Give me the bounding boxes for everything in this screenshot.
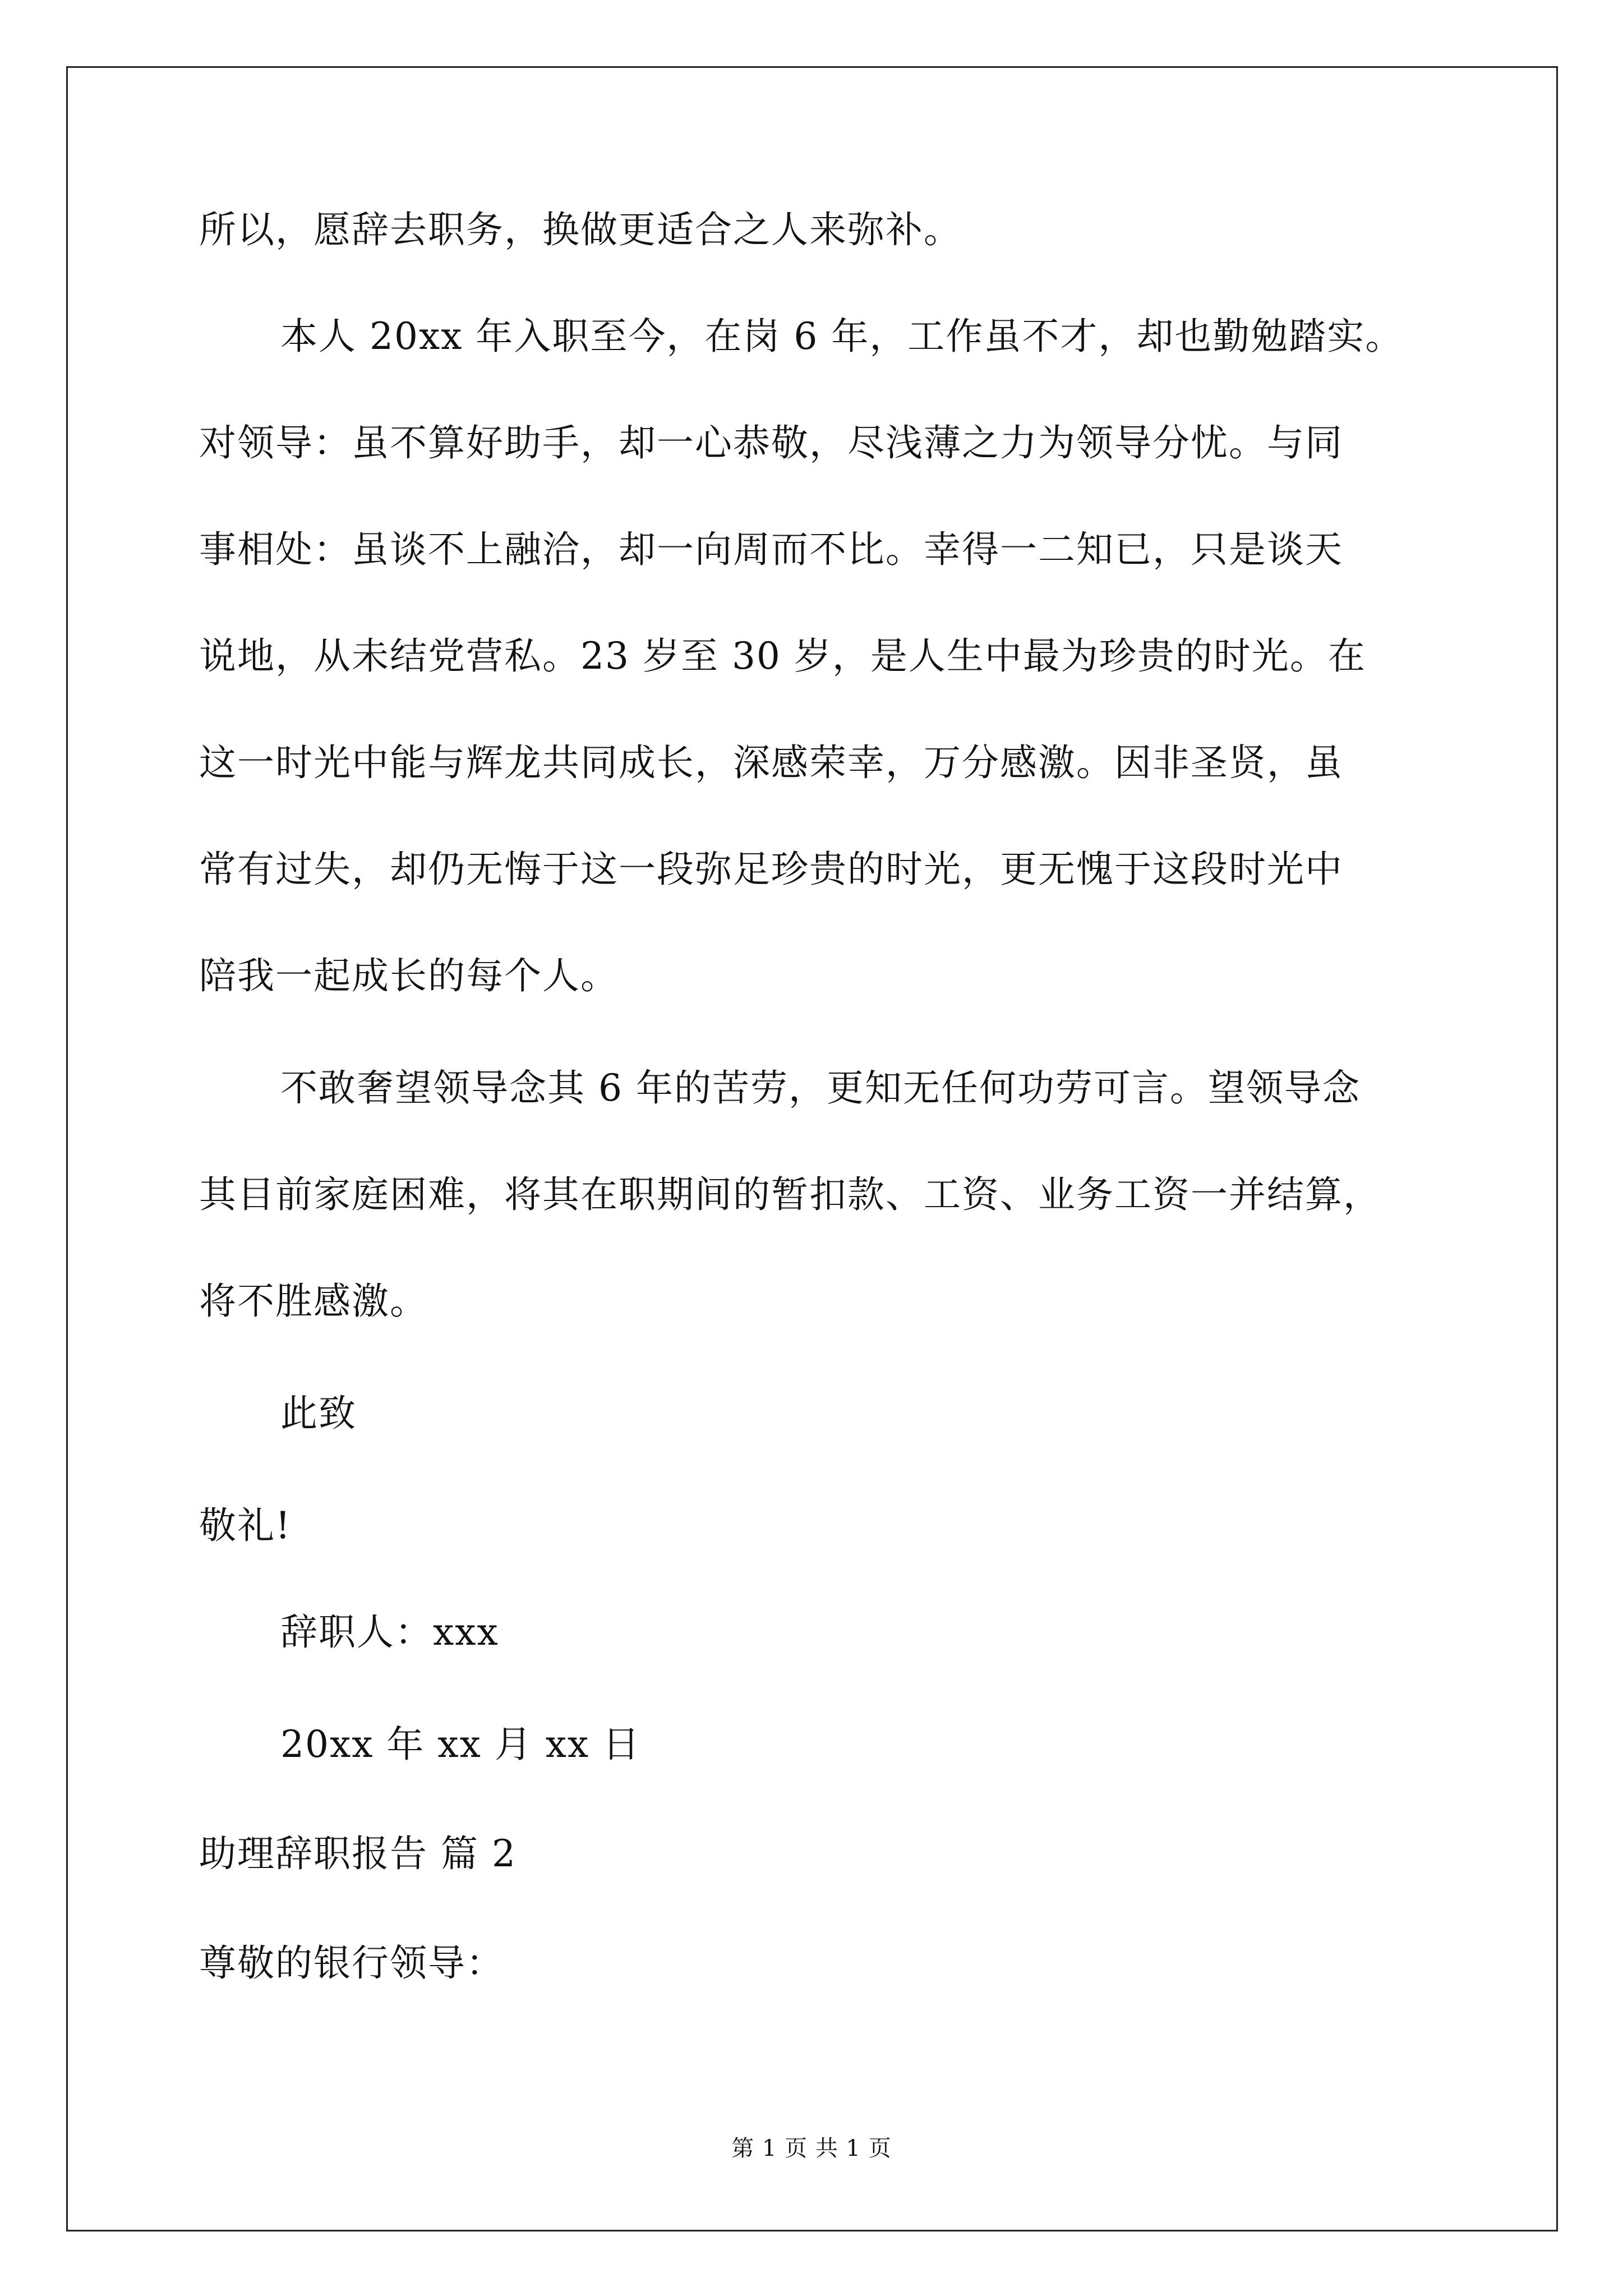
page-footer: 第 1 页 共 1 页 [731, 2136, 892, 2161]
closing-regards: 敬礼! [199, 1504, 292, 1547]
text-line: 将不胜感激。 [199, 1280, 428, 1323]
text-line: 常有过失，却仍无悔于这一段弥足珍贵的时光，更无愧于这段时光中 [199, 848, 1343, 891]
page-border [66, 66, 1558, 2231]
text-line: 不敢奢望领导念其 6 年的苦劳，更知无任何功劳可言。望领导念 [280, 1066, 1361, 1110]
text-line: 本人 20xx 年入职至今，在岗 6 年，工作虽不才，却也勤勉踏实。 [280, 315, 1404, 358]
section-heading: 助理辞职报告 篇 2 [199, 1832, 517, 1875]
text-line: 所以，愿辞去职务，换做更适合之人来弥补。 [199, 208, 962, 251]
text-line: 这一时光中能与辉龙共同成长，深感荣幸，万分感激。因非圣贤，虽 [199, 741, 1343, 784]
text-line: 其目前家庭困难，将其在职期间的暂扣款、工资、业务工资一并结算， [199, 1173, 1381, 1216]
text-line: 陪我一起成长的每个人。 [199, 954, 619, 997]
date-line: 20xx 年 xx 月 xx 日 [280, 1723, 641, 1766]
greeting-line: 尊敬的银行领导： [199, 1941, 504, 1985]
text-line: 说地，从未结党营私。23 岁至 30 岁，是人生中最为珍贵的时光。在 [199, 634, 1366, 678]
text-line: 对领导：虽不算好助手，却一心恭敬，尽浅薄之力为领导分忧。与同 [199, 421, 1343, 464]
signature-line: 辞职人：xxx [280, 1611, 499, 1654]
text-line: 事相处：虽谈不上融洽，却一向周而不比。幸得一二知已，只是谈天 [199, 528, 1343, 571]
closing-salutation: 此致 [280, 1392, 357, 1435]
